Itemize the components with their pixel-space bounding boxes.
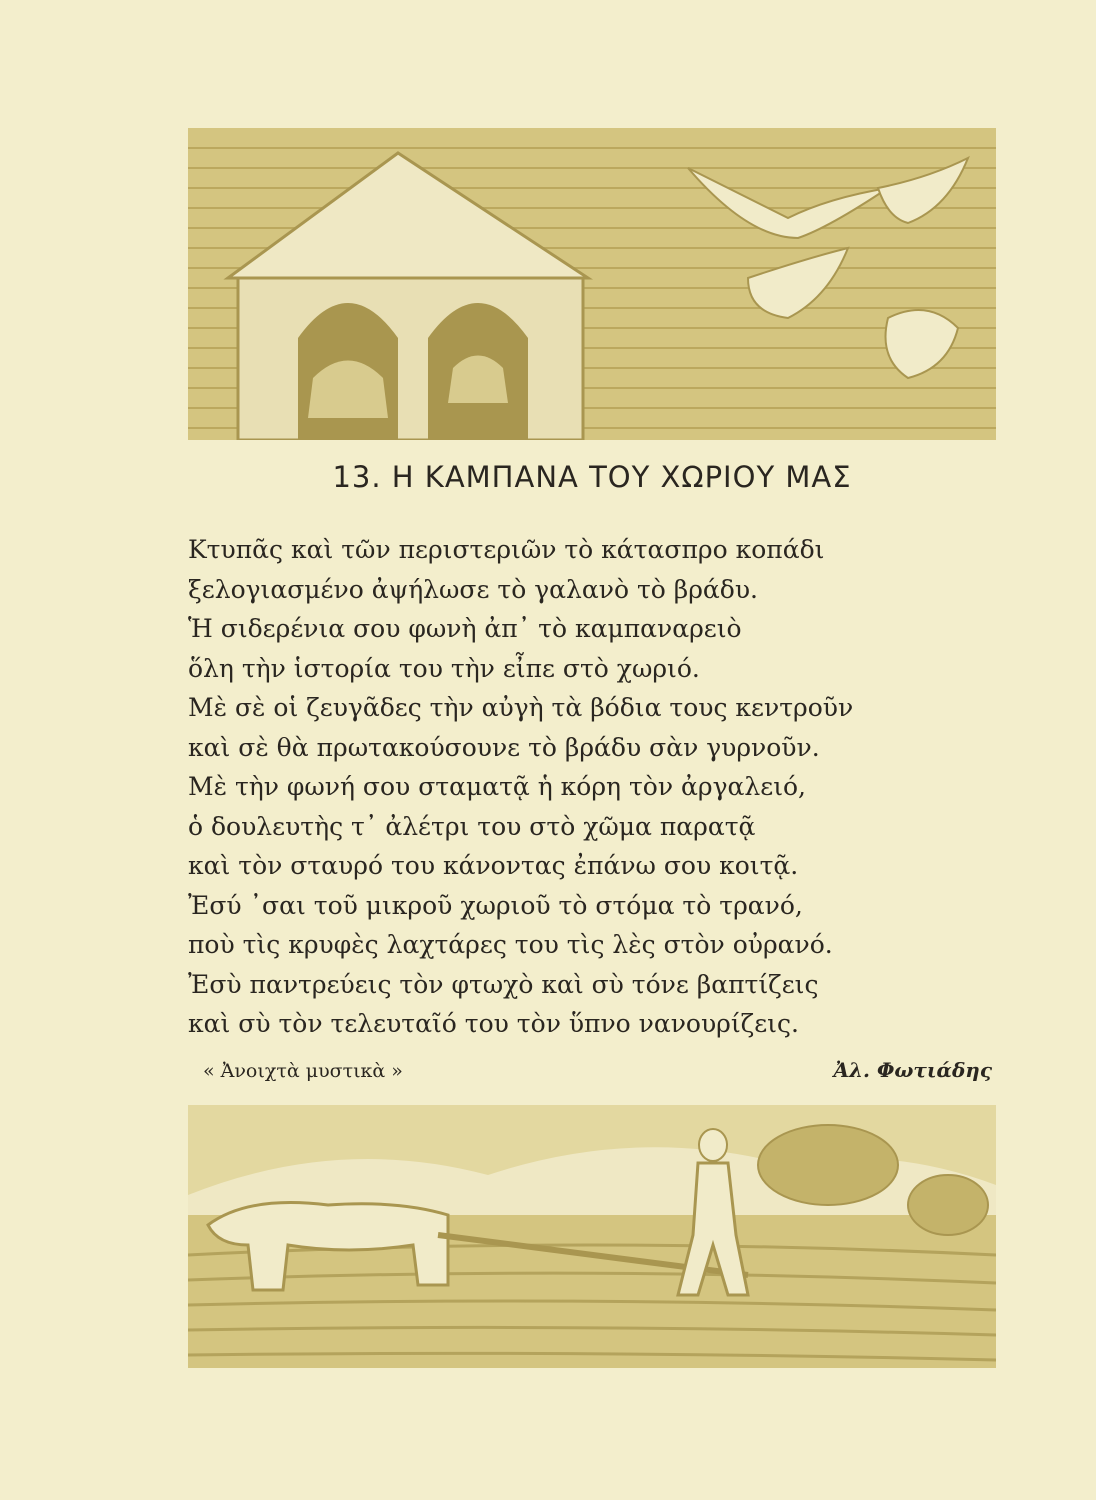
poem-line: Ἐσύ ᾽σαι τοῦ μικροῦ χωριοῦ τὸ στόμα τὸ τρανό, — [188, 890, 803, 920]
poem-author: Ἀλ. Φωτιάδης — [833, 1058, 992, 1082]
poem-line: καὶ σὺ τὸν τελευταῖό του τὸν ὕπνο νανουρίζεις. — [188, 1009, 799, 1038]
poem-source: « Ἀνοιχτὰ μυστικὰ » — [203, 1060, 403, 1082]
poem-line: Μὲ σὲ οἱ ζευγᾶδες τὴν αὐγὴ τὰ βόδια τους κεντροῦν — [188, 693, 854, 722]
poem-line: Κτυπᾶς καὶ τῶν περιστεριῶν τὸ κάτασπρο κοπάδι — [188, 535, 825, 564]
poem-line: ποὺ τὶς κρυφὲς λαχτάρες του τὶς λὲς στὸν οὐρανό. — [188, 930, 833, 959]
bell-tower-illustration — [188, 128, 996, 440]
poem-line: ξελογιασμένο ἀψήλωσε τὸ γαλανὸ τὸ βράδυ. — [188, 574, 758, 604]
ploughing-illustration — [188, 1105, 996, 1368]
poem-line: ὁ δουλευτὴς τ᾽ ἀλέτρι του στὸ χῶμα παρατᾷ — [188, 811, 756, 841]
poem-line: καὶ τὸν σταυρό του κάνοντας ἐπάνω σου κοιτᾷ. — [188, 851, 799, 880]
poem-line: Ἐσὺ παντρεύεις τὸν φτωχὸ καὶ σὺ τόνε βαπτίζεις — [188, 969, 819, 999]
poem-title: 13. Η ΚΑΜΠΑΝΑ ΤΟΥ ΧΩΡΙΟΥ ΜΑΣ — [332, 460, 852, 494]
poem-line: καὶ σὲ θὰ πρωτακούσουνε τὸ βράδυ σὰν γυρνοῦν. — [188, 732, 820, 762]
poem-line: Ἡ σιδερένια σου φωνὴ ἀπ᾽ τὸ καμπαναρειὸ — [188, 614, 742, 643]
poem-line: ὅλη τὴν ἱστορία του τὴν εἶπε στὸ χωριό. — [188, 653, 700, 683]
poem-line: Μὲ τὴν φωνή σου σταματᾷ ἡ κόρη τὸν ἀργαλειό, — [188, 772, 807, 801]
poem-body — [188, 530, 948, 1044]
